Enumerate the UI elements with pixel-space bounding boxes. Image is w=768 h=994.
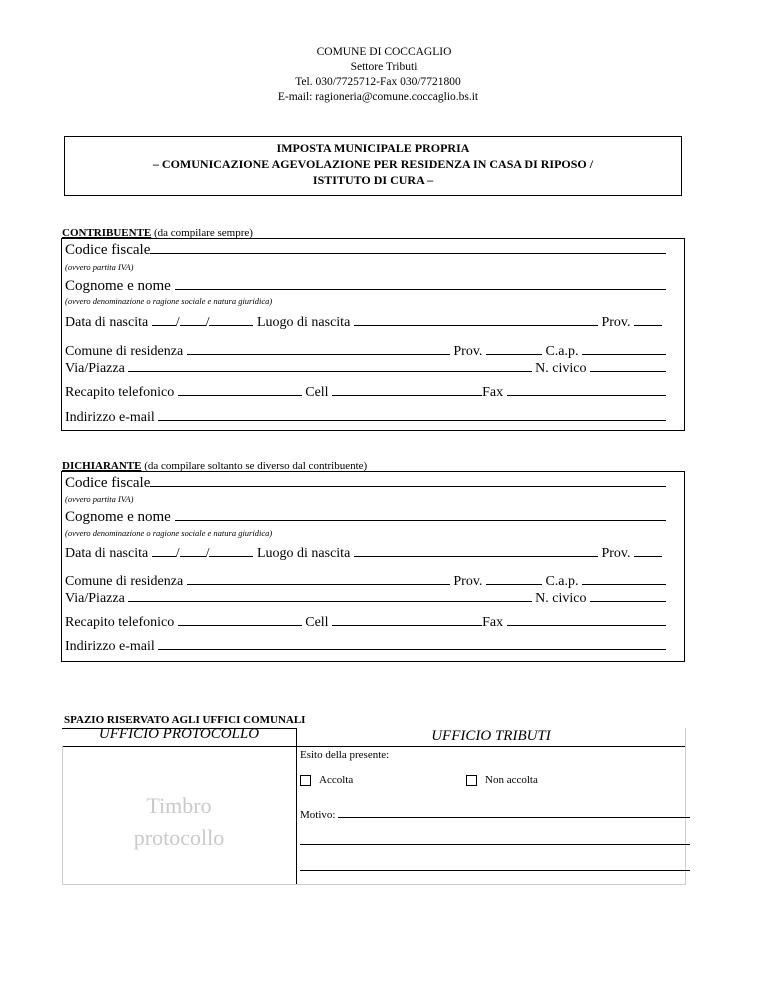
contribuente-section — [61, 239, 685, 431]
esito-label: Esito della presente: — [300, 749, 390, 761]
prov-field[interactable] — [634, 314, 662, 326]
cognome-nome-field[interactable] — [175, 509, 666, 521]
contribuente-residenza-row[interactable] — [65, 343, 666, 360]
cell-label: Cell — [305, 385, 329, 400]
form-title-line1: IMPOSTA MUNICIPALE PROPRIA — [276, 141, 470, 155]
ufficio-protocollo-heading: UFFICIO PROTOCOLLO — [98, 726, 260, 742]
header-department: Settore Tributi — [350, 61, 418, 73]
cap-label: C.a.p. — [545, 344, 579, 359]
motivo-line-3[interactable] — [300, 870, 690, 871]
anno-field[interactable] — [209, 545, 253, 557]
cell-field[interactable] — [332, 384, 482, 396]
email-field[interactable] — [158, 409, 666, 421]
date-sep: / — [175, 315, 180, 330]
accolta-label: Accolta — [319, 774, 354, 786]
reserved-sub-line-left — [62, 746, 296, 747]
accolta-option[interactable] — [300, 774, 353, 786]
giorno-field[interactable] — [152, 545, 176, 557]
prov-label: Prov. — [601, 315, 631, 330]
via-piazza-label: Via/Piazza — [65, 591, 125, 606]
mese-field[interactable] — [180, 545, 206, 557]
stamp-line2: protocollo — [133, 825, 225, 850]
prov-res-field[interactable] — [486, 343, 542, 355]
dichiarante-cognome-row[interactable] — [65, 509, 666, 526]
form-title-line2: – COMUNICAZIONE AGEVOLAZIONE PER RESIDENZA IN CASA DI RIPOSO / — [152, 157, 594, 171]
motivo-row[interactable] — [300, 806, 690, 821]
fax-label: Fax — [482, 615, 504, 630]
civico-field[interactable] — [590, 360, 666, 372]
recapito-field[interactable] — [178, 614, 302, 626]
cap-field[interactable] — [582, 343, 666, 355]
header-phone-fax: Tel. 030/7725712-Fax 030/7721800 — [295, 76, 461, 88]
contribuente-cognome-row[interactable] — [65, 278, 666, 295]
recapito-field[interactable] — [178, 384, 302, 396]
contribuente-codice-fiscale-row[interactable] — [65, 242, 666, 259]
stamp-line1: Timbro — [146, 793, 212, 818]
dichiarante-heading-title: DICHIARANTE — [62, 460, 142, 472]
codice-fiscale-field[interactable] — [150, 475, 666, 487]
comune-residenza-field[interactable] — [187, 573, 450, 585]
reserved-top-line-left — [62, 728, 296, 729]
timbro-protocollo-placeholder — [62, 790, 296, 854]
cell-label: Cell — [305, 615, 329, 630]
prov-label: Prov. — [601, 546, 631, 561]
prov-label: Prov. — [453, 574, 483, 589]
fax-field[interactable] — [507, 614, 666, 626]
contribuente-heading-note: (da compilare sempre) — [151, 227, 253, 239]
accolta-checkbox[interactable] — [300, 775, 311, 786]
codice-fiscale-note: (ovvero partita IVA) — [65, 494, 134, 504]
ufficio-tributi-heading: UFFICIO TRIBUTI — [431, 728, 551, 744]
comune-residenza-label: Comune di residenza — [65, 574, 184, 589]
codice-fiscale-label: Codice fiscale — [65, 242, 151, 258]
email-label: Indirizzo e-mail — [65, 639, 155, 654]
reserved-top-line-right — [296, 746, 686, 747]
date-sep: / — [205, 315, 210, 330]
motivo-label: Motivo: — [300, 809, 336, 821]
motivo-field[interactable] — [338, 806, 690, 818]
date-sep: / — [205, 546, 210, 561]
dichiarante-residenza-row[interactable] — [65, 573, 666, 590]
dichiarante-heading-note: (da compilare soltanto se diverso dal contribuente) — [141, 460, 368, 472]
luogo-nascita-field[interactable] — [354, 314, 598, 326]
dichiarante-via-row[interactable] — [65, 590, 666, 607]
comune-residenza-label: Comune di residenza — [65, 344, 184, 359]
via-piazza-label: Via/Piazza — [65, 361, 125, 376]
header-municipality: COMUNE DI COCCAGLIO — [316, 46, 452, 58]
contribuente-heading-title: CONTRIBUENTE — [62, 227, 152, 239]
fax-field[interactable] — [507, 384, 666, 396]
cognome-nome-note: (ovvero denominazione o ragione sociale e natura giuridica) — [65, 528, 273, 538]
dichiarante-section — [61, 472, 685, 662]
codice-fiscale-label: Codice fiscale — [65, 475, 151, 491]
codice-fiscale-note: (ovvero partita IVA) — [65, 262, 134, 272]
fax-label: Fax — [482, 385, 504, 400]
cognome-nome-label: Cognome e nome — [65, 278, 171, 294]
non-accolta-label: Non accolta — [485, 774, 538, 786]
date-sep: / — [175, 546, 180, 561]
luogo-nascita-label: Luogo di nascita — [256, 546, 351, 561]
motivo-line-2[interactable] — [300, 844, 690, 845]
non-accolta-option[interactable] — [466, 774, 538, 786]
contribuente-email-row[interactable] — [65, 409, 666, 426]
recapito-label: Recapito telefonico — [65, 385, 175, 400]
cap-label: C.a.p. — [545, 574, 579, 589]
anno-field[interactable] — [209, 314, 253, 326]
via-piazza-field[interactable] — [128, 590, 531, 602]
mese-field[interactable] — [180, 314, 206, 326]
civico-label: N. civico — [535, 361, 587, 376]
form-title-line3: ISTITUTO DI CURA – — [312, 173, 434, 187]
luogo-nascita-field[interactable] — [354, 545, 598, 557]
reserved-bottom-line — [62, 884, 686, 885]
data-nascita-label: Data di nascita — [65, 315, 149, 330]
email-field[interactable] — [158, 638, 666, 650]
form-title-box — [64, 136, 682, 196]
contribuente-via-row[interactable] — [65, 360, 666, 377]
recapito-label: Recapito telefonico — [65, 615, 175, 630]
comune-residenza-field[interactable] — [187, 343, 450, 355]
giorno-field[interactable] — [152, 314, 176, 326]
reserved-heading-title: SPAZIO RISERVATO AGLI UFFICI COMUNALI — [64, 714, 306, 726]
header-email: E-mail: ragioneria@comune.coccaglio.bs.it — [277, 91, 479, 103]
data-nascita-label: Data di nascita — [65, 546, 149, 561]
prov-field[interactable] — [634, 545, 662, 557]
civico-label: N. civico — [535, 591, 587, 606]
dichiarante-recapito-row[interactable] — [65, 614, 666, 631]
email-label: Indirizzo e-mail — [65, 410, 155, 425]
prov-label: Prov. — [453, 344, 483, 359]
cognome-nome-field[interactable] — [175, 278, 666, 290]
non-accolta-checkbox[interactable] — [466, 775, 477, 786]
prov-res-field[interactable] — [486, 573, 542, 585]
via-piazza-field[interactable] — [128, 360, 531, 372]
reserved-divider — [296, 728, 297, 884]
contribuente-nascita-row[interactable] — [65, 314, 666, 331]
cognome-nome-label: Cognome e nome — [65, 509, 171, 525]
codice-fiscale-field[interactable] — [150, 242, 666, 254]
civico-field[interactable] — [590, 590, 666, 602]
cell-field[interactable] — [332, 614, 482, 626]
dichiarante-codice-fiscale-row[interactable] — [65, 475, 666, 492]
luogo-nascita-label: Luogo di nascita — [256, 315, 351, 330]
cognome-nome-note: (ovvero denominazione o ragione sociale e natura giuridica) — [65, 296, 273, 306]
reserved-heading — [64, 714, 305, 726]
dichiarante-nascita-row[interactable] — [65, 545, 666, 562]
dichiarante-email-row[interactable] — [65, 638, 666, 655]
contribuente-recapito-row[interactable] — [65, 384, 666, 401]
cap-field[interactable] — [582, 573, 666, 585]
